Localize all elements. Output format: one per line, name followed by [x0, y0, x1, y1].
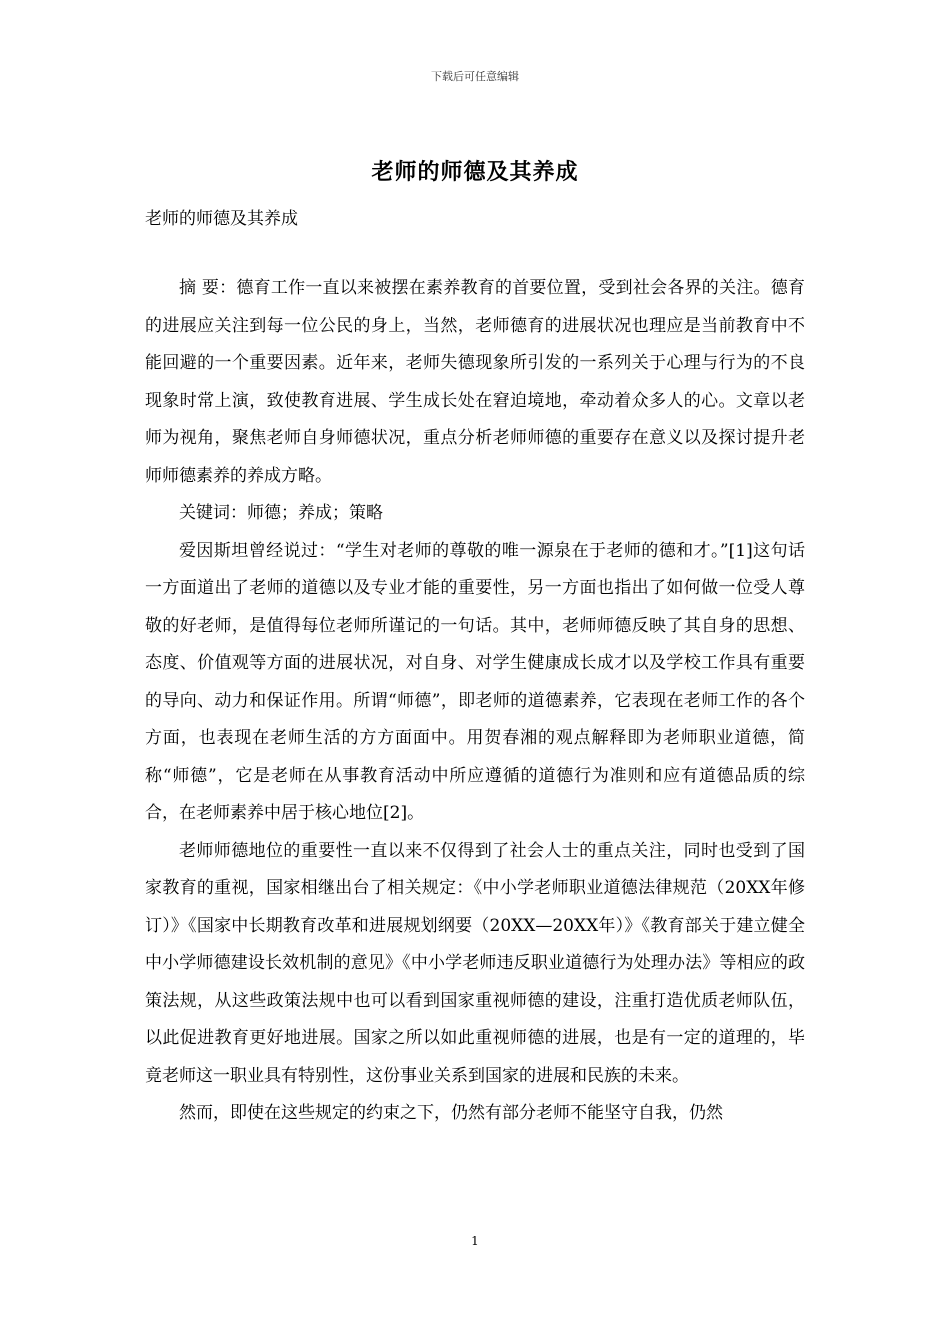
header-note: 下载后可任意编辑: [431, 70, 519, 83]
keywords-line: 关键词：师德；养成；策略: [179, 503, 383, 523]
page-number: 1: [471, 1234, 479, 1248]
document-subtitle: 老师的师德及其养成: [145, 209, 298, 229]
body-paragraph: 老师师德地位的重要性一直以来不仅得到了社会人士的重点关注，同时也受到了国家教育的重视，国家相继出台了相关规定：《中小学老师职业道德法律规范（20XX年修订）》《国家中长期教育改革和进展规划纲要（20XX—20XX年）》《教育部关于建立健全中小学师德建设长效机制的意见》《中小学老师违反职业道德行为处理办法》等相应的政策法规，从这些政策法规中也可以看到国家重视师德的建设，注重打造优质老师队伍，以此促进教育更好地进展。国家之所以如此重视师德的进展，也是有一定的道理的，毕竟老师这一职业具有特别性，这份事业关系到国家的进展和民族的未来。: [145, 840, 805, 1086]
abstract-paragraph: 摘 要：德育工作一直以来被摆在素养教育的首要位置，受到社会各界的关注。德育的进展应关注到每一位公民的身上，当然，老师德育的进展状况也理应是当前教育中不能回避的一个重要因素。近年来，老师失德现象所引发的一系列关于心理与行为的不良现象时常上演，致使教育进展、学生成长处在窘迫境地，牵动着众多人的心。文章以老师为视角，聚焦老师自身师德状况，重点分析老师师德的重要存在意义以及探讨提升老师师德素养的养成方略。: [145, 278, 805, 486]
document-title: 老师的师德及其养成: [371, 160, 579, 185]
document-body: [145, 270, 805, 1133]
body-paragraph: 爱因斯坦曾经说过：“学生对老师的尊敬的唯一源泉在于老师的德和才。”[1]这句话一方面道出了老师的道德以及专业才能的重要性，另一方面也指出了如何做一位受人尊敬的好老师，是值得每位老师所谨记的一句话。其中，老师师德反映了其自身的思想、态度、价值观等方面的进展状况，对自身、对学生健康成长成才以及学校工作具有重要的导向、动力和保证作用。所谓“师德”，即老师的道德素养，它表现在老师工作的各个方面，也表现在老师生活的方方面面中。用贺春湘的观点解释即为老师职业道德，简称“师德”，它是老师在从事教育活动中所应遵循的道德行为准则和应有道德品质的综合，在老师素养中居于核心地位[2]。: [145, 540, 805, 823]
body-paragraph: 然而，即使在这些规定的约束之下，仍然有部分老师不能坚守自我，仍然: [179, 1103, 723, 1123]
